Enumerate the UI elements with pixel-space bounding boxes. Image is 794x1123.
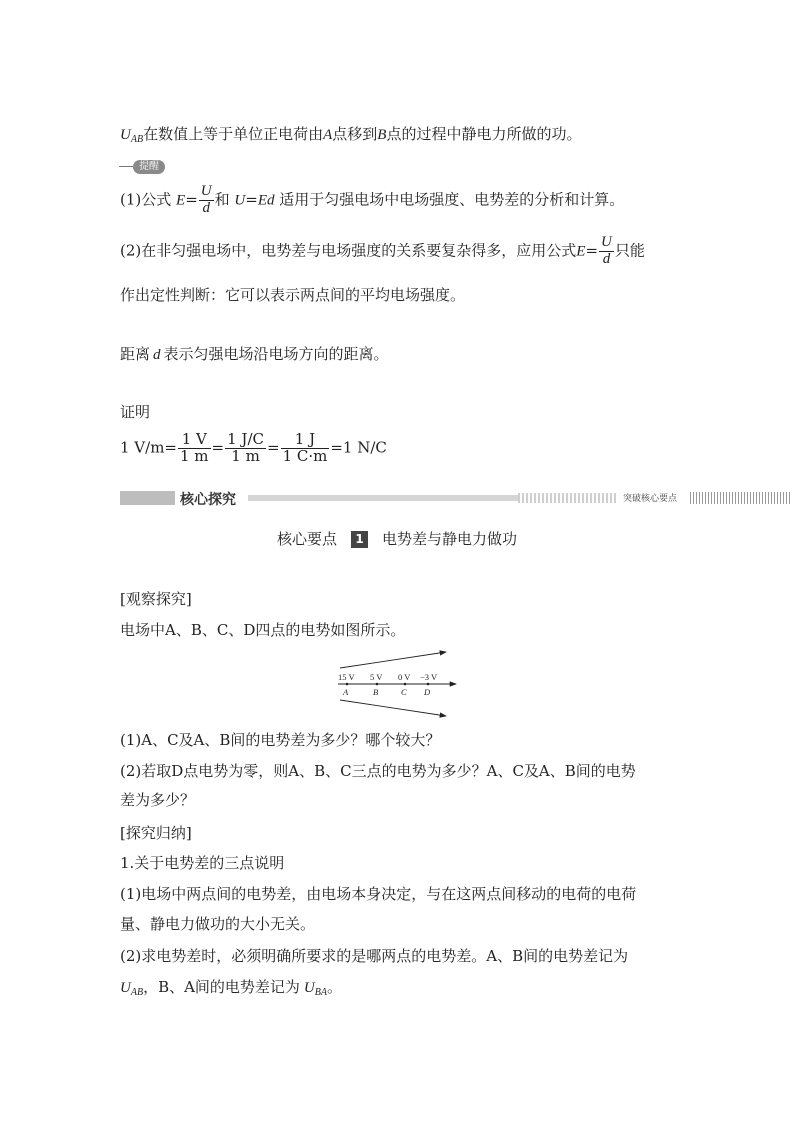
fraction-v-over-m [178,432,211,465]
text-segment: 在数值上等于单位正电荷由 [143,125,324,143]
subscript-ba: BA [314,987,327,998]
text-segment: ，B、A间的电势差记为 [143,978,300,996]
band-left-block [120,491,175,505]
symbol-u: U [120,980,131,996]
symbol-u: U [303,980,315,996]
tip-label: 提醒 [133,160,165,174]
text-segment: (2)在非匀强电场中，电势差与电场强度的关系要复杂得多，应用公式 [120,241,577,260]
tip-item-2-line-2: 作出定性判断：它可以表示两点间的平均电场强度。 [120,286,466,304]
tip-badge [119,160,167,174]
text-segment: 只能 [614,241,645,260]
observe-intro: 电场中A、B、C、D四点的电势如图所示。 [120,621,406,639]
fraction-numerator: 1 V [178,432,211,449]
point-label-d: D [424,687,431,697]
fraction-u-over-d [599,235,614,268]
point-label-c: C [401,687,407,697]
fraction-jc-over-m [225,432,266,465]
potential-label-a: 15 V [338,672,355,682]
equals: = [185,190,198,209]
equals: = [585,241,599,260]
proof-lhs: 1 V/m [120,438,165,457]
field-line-top [340,652,446,668]
fraction-numerator: 1 J/C [227,430,264,448]
symbol-d: d [153,347,161,363]
text-segment: 距离 [120,345,151,363]
point-b: B [377,127,387,143]
band-middle-bar [248,495,518,501]
text-segment: 表示匀强电场沿电场方向的距离。 [163,345,389,363]
symbol-u: U [234,192,246,209]
section-band [120,491,680,508]
observe-question-2-line-2: 差为多少？ [120,791,196,809]
proof-title: 证明 [120,403,151,421]
band-right-stripes [690,492,790,504]
potential-label-c: 0 V [398,672,411,682]
paragraph-uab-definition [120,123,581,151]
equals: = [211,438,225,457]
tip-item-2 [120,235,645,268]
tip-item-1 [120,184,624,217]
summary-point-1-2-line-2 [120,976,342,1004]
field-line-bottom [340,700,446,716]
fraction-u-over-d [199,184,214,217]
text-segment: 。 [326,978,342,996]
distance-note [120,343,389,366]
point-dot-c [404,683,407,686]
subscript-ab: AB [130,987,144,998]
fraction-denominator: d [202,199,210,216]
observe-question-2-line-1: (2)若取D点电势为零，则A、B、C三点的电势为多少？A、C及A、B间的电势 [120,762,636,780]
symbol-u: U [120,127,131,143]
text-segment: (1)公式 [120,190,172,209]
symbol-e: E [576,243,586,260]
equals: = [164,438,177,457]
section-tag: 突破核心要点 [623,494,678,504]
fraction-denominator: 1 m [231,446,260,465]
proof-equation [120,432,387,465]
summary-heading: [探究归纳] [120,824,192,842]
key-point-number: 1 [351,531,368,548]
key-point-title: 电势差与静电力做功 [382,530,518,548]
equals: = [266,438,280,457]
point-dot-a [346,683,349,686]
summary-point-1-1-line-2: 量、静电力做功的大小无关。 [120,915,316,933]
band-fade-stripes [518,493,618,503]
potential-label-b: 5 V [370,672,383,682]
point-label-a: A [343,687,349,697]
point-dot-d [427,683,430,686]
point-dot-b [376,683,379,686]
fraction-numerator: U [200,183,212,199]
fraction-denominator: d [602,250,611,267]
subscript-ab: AB [130,134,144,145]
summary-point-1-1-line-1: (1)电场中两点间的电势差，由电场本身决定，与在这两点间移动的电荷的电荷 [120,885,637,903]
potential-figure [334,650,464,720]
point-a: A [323,127,333,143]
equals: = [330,438,343,457]
text-segment: 点移到 [332,125,378,143]
summary-point-1-2-line-1: (2)求电势差时，必须明确所要求的是哪两点的电势差。A、B间的电势差记为 [120,947,629,965]
equals: = [245,190,258,209]
fraction-denominator: 1 C·m [282,446,328,465]
potential-label-d: −3 V [420,672,438,682]
fraction-denominator: 1 m [180,446,209,465]
fraction-numerator: U [601,234,612,250]
symbol-ed: Ed [257,192,275,209]
observe-question-1: (1)A、C及A、B间的电势差为多少？哪个较大？ [120,731,441,749]
section-title: 核心探究 [180,492,236,508]
key-point-heading [0,528,794,549]
tip-dash [119,166,133,167]
text-segment: 和 [214,190,230,209]
text-segment: 适用于匀强电场中电场强度、电势差的分析和计算。 [279,190,625,209]
proof-rhs: 1 N/C [342,438,387,457]
key-point-label: 核心要点 [276,530,337,548]
observe-heading: [观察探究] [120,590,192,608]
point-label-b: B [373,687,379,697]
text-segment: 点的过程中静电力所做的功。 [386,125,582,143]
summary-point-1-title: 1.关于电势差的三点说明 [120,854,285,872]
fraction-numerator: 1 J [281,432,330,449]
symbol-e: E [176,192,186,209]
fraction-j-over-cm [281,432,330,465]
